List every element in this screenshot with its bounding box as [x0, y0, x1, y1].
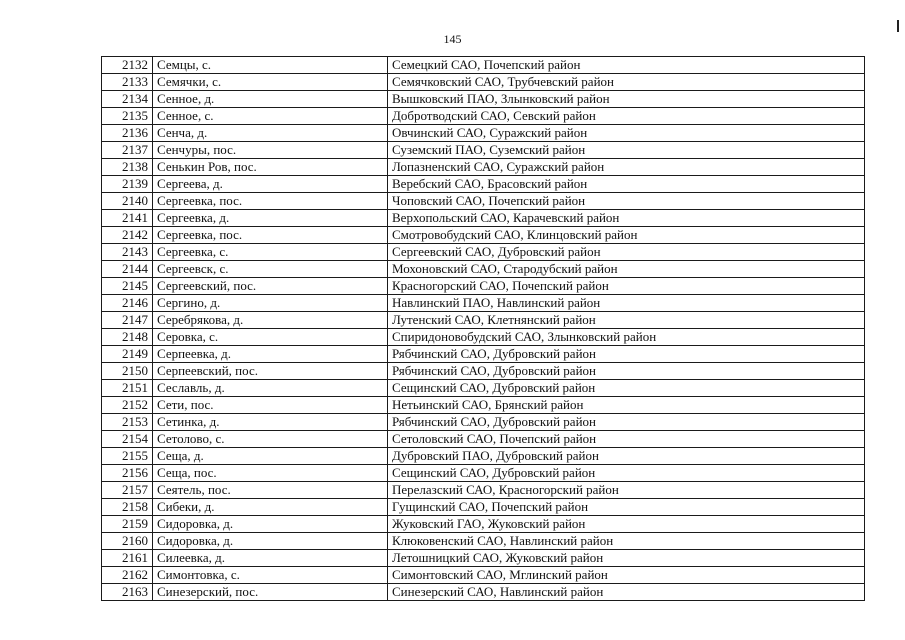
settlement-name-cell: Сергеевка, д. [153, 210, 388, 227]
row-number-cell: 2160 [102, 533, 153, 550]
settlement-name-cell: Сетинка, д. [153, 414, 388, 431]
table-row [102, 278, 865, 295]
district-cell: Сергеевский САО, Дубровский район [388, 244, 865, 261]
row-number-cell: 2135 [102, 108, 153, 125]
district-cell: Рябчинский САО, Дубровский район [388, 363, 865, 380]
table-row [102, 397, 865, 414]
table-row [102, 57, 865, 74]
district-cell: Лутенский САО, Клетнянский район [388, 312, 865, 329]
row-number-cell: 2163 [102, 584, 153, 601]
row-number-cell: 2144 [102, 261, 153, 278]
row-number-cell: 2157 [102, 482, 153, 499]
settlement-name-cell: Серпеевка, д. [153, 346, 388, 363]
settlement-name-cell: Силеевка, д. [153, 550, 388, 567]
district-cell: Мохоновский САО, Стародубский район [388, 261, 865, 278]
row-number-cell: 2140 [102, 193, 153, 210]
table-row [102, 244, 865, 261]
table-row [102, 346, 865, 363]
table-row [102, 210, 865, 227]
table-row [102, 193, 865, 210]
district-cell: Жуковский ГАО, Жуковский район [388, 516, 865, 533]
settlement-name-cell: Сибеки, д. [153, 499, 388, 516]
row-number-cell: 2161 [102, 550, 153, 567]
row-number-cell: 2147 [102, 312, 153, 329]
settlement-name-cell: Сергеевский, пос. [153, 278, 388, 295]
district-cell: Красногорский САО, Почепский район [388, 278, 865, 295]
table-row [102, 142, 865, 159]
settlement-name-cell: Сенча, д. [153, 125, 388, 142]
district-cell: Лопазненский САО, Суражский район [388, 159, 865, 176]
row-number-cell: 2153 [102, 414, 153, 431]
settlement-name-cell: Сетолово, с. [153, 431, 388, 448]
settlement-name-cell: Сенное, с. [153, 108, 388, 125]
table-row [102, 533, 865, 550]
district-cell: Добротводский САО, Севский район [388, 108, 865, 125]
row-number-cell: 2137 [102, 142, 153, 159]
settlement-name-cell: Сергеева, д. [153, 176, 388, 193]
settlement-name-cell: Сидоровка, д. [153, 516, 388, 533]
settlement-name-cell: Серпеевский, пос. [153, 363, 388, 380]
settlement-name-cell: Сергеевка, пос. [153, 193, 388, 210]
table-row [102, 312, 865, 329]
district-cell: Дубровский ПАО, Дубровский район [388, 448, 865, 465]
district-cell: Перелазский САО, Красногорский район [388, 482, 865, 499]
district-cell: Сетоловский САО, Почепский район [388, 431, 865, 448]
row-number-cell: 2158 [102, 499, 153, 516]
row-number-cell: 2134 [102, 91, 153, 108]
settlement-name-cell: Сенькин Ров, пос. [153, 159, 388, 176]
row-number-cell: 2150 [102, 363, 153, 380]
table-row [102, 176, 865, 193]
table-row [102, 465, 865, 482]
settlements-table [101, 56, 865, 601]
table-row [102, 125, 865, 142]
row-number-cell: 2155 [102, 448, 153, 465]
settlement-name-cell: Сеща, пос. [153, 465, 388, 482]
table-row [102, 414, 865, 431]
table-row [102, 159, 865, 176]
row-number-cell: 2154 [102, 431, 153, 448]
row-number-cell: 2141 [102, 210, 153, 227]
row-number-cell: 2152 [102, 397, 153, 414]
table-row [102, 567, 865, 584]
margin-mark [897, 20, 899, 32]
settlement-name-cell: Сенчуры, пос. [153, 142, 388, 159]
district-cell: Синезерский САО, Навлинский район [388, 584, 865, 601]
district-cell: Сещинский САО, Дубровский район [388, 465, 865, 482]
settlement-name-cell: Сергеевск, с. [153, 261, 388, 278]
row-number-cell: 2139 [102, 176, 153, 193]
table-body [102, 57, 865, 601]
settlement-name-cell: Сергино, д. [153, 295, 388, 312]
table-row [102, 363, 865, 380]
district-cell: Клюковенский САО, Навлинский район [388, 533, 865, 550]
settlement-name-cell: Сети, пос. [153, 397, 388, 414]
table-row [102, 227, 865, 244]
district-cell: Гущинский САО, Почепский район [388, 499, 865, 516]
row-number-cell: 2136 [102, 125, 153, 142]
settlement-name-cell: Сенное, д. [153, 91, 388, 108]
page-number: 145 [443, 32, 462, 46]
row-number-cell: 2148 [102, 329, 153, 346]
table-row [102, 516, 865, 533]
district-cell: Семецкий САО, Почепский район [388, 57, 865, 74]
district-cell: Симонтовский САО, Мглинский район [388, 567, 865, 584]
row-number-cell: 2162 [102, 567, 153, 584]
district-cell: Суземский ПАО, Суземский район [388, 142, 865, 159]
settlement-name-cell: Сергеевка, с. [153, 244, 388, 261]
district-cell: Рябчинский САО, Дубровский район [388, 414, 865, 431]
table-row [102, 329, 865, 346]
district-cell: Навлинский ПАО, Навлинский район [388, 295, 865, 312]
district-cell: Смотровобудский САО, Клинцовский район [388, 227, 865, 244]
row-number-cell: 2149 [102, 346, 153, 363]
settlement-name-cell: Сеятель, пос. [153, 482, 388, 499]
table-row [102, 431, 865, 448]
table-row [102, 74, 865, 91]
district-cell: Веребский САО, Брасовский район [388, 176, 865, 193]
row-number-cell: 2151 [102, 380, 153, 397]
settlement-name-cell: Серебрякова, д. [153, 312, 388, 329]
table-row [102, 584, 865, 601]
district-cell: Вышковский ПАО, Злынковский район [388, 91, 865, 108]
settlement-name-cell: Семячки, с. [153, 74, 388, 91]
table-row [102, 261, 865, 278]
district-cell: Овчинский САО, Суражский район [388, 125, 865, 142]
table-row [102, 448, 865, 465]
row-number-cell: 2146 [102, 295, 153, 312]
district-cell: Летошницкий САО, Жуковский район [388, 550, 865, 567]
row-number-cell: 2156 [102, 465, 153, 482]
table-row [102, 91, 865, 108]
settlement-name-cell: Семцы, с. [153, 57, 388, 74]
settlement-name-cell: Синезерский, пос. [153, 584, 388, 601]
row-number-cell: 2138 [102, 159, 153, 176]
table-row [102, 550, 865, 567]
row-number-cell: 2159 [102, 516, 153, 533]
settlement-name-cell: Сеща, д. [153, 448, 388, 465]
district-cell: Чоповский САО, Почепский район [388, 193, 865, 210]
row-number-cell: 2132 [102, 57, 153, 74]
table-row [102, 295, 865, 312]
settlement-name-cell: Сеславль, д. [153, 380, 388, 397]
district-cell: Верхопольский САО, Карачевский район [388, 210, 865, 227]
row-number-cell: 2145 [102, 278, 153, 295]
settlement-name-cell: Серовка, с. [153, 329, 388, 346]
district-cell: Нетьинский САО, Брянский район [388, 397, 865, 414]
row-number-cell: 2142 [102, 227, 153, 244]
table-row [102, 108, 865, 125]
district-cell: Рябчинский САО, Дубровский район [388, 346, 865, 363]
district-cell: Семячковский САО, Трубчевский район [388, 74, 865, 91]
table-row [102, 482, 865, 499]
table-row [102, 499, 865, 516]
row-number-cell: 2133 [102, 74, 153, 91]
table-row [102, 380, 865, 397]
settlement-name-cell: Сергеевка, пос. [153, 227, 388, 244]
settlement-name-cell: Симонтовка, с. [153, 567, 388, 584]
district-cell: Спиридоновобудский САО, Злынковский район [388, 329, 865, 346]
district-cell: Сещинский САО, Дубровский район [388, 380, 865, 397]
settlement-name-cell: Сидоровка, д. [153, 533, 388, 550]
row-number-cell: 2143 [102, 244, 153, 261]
